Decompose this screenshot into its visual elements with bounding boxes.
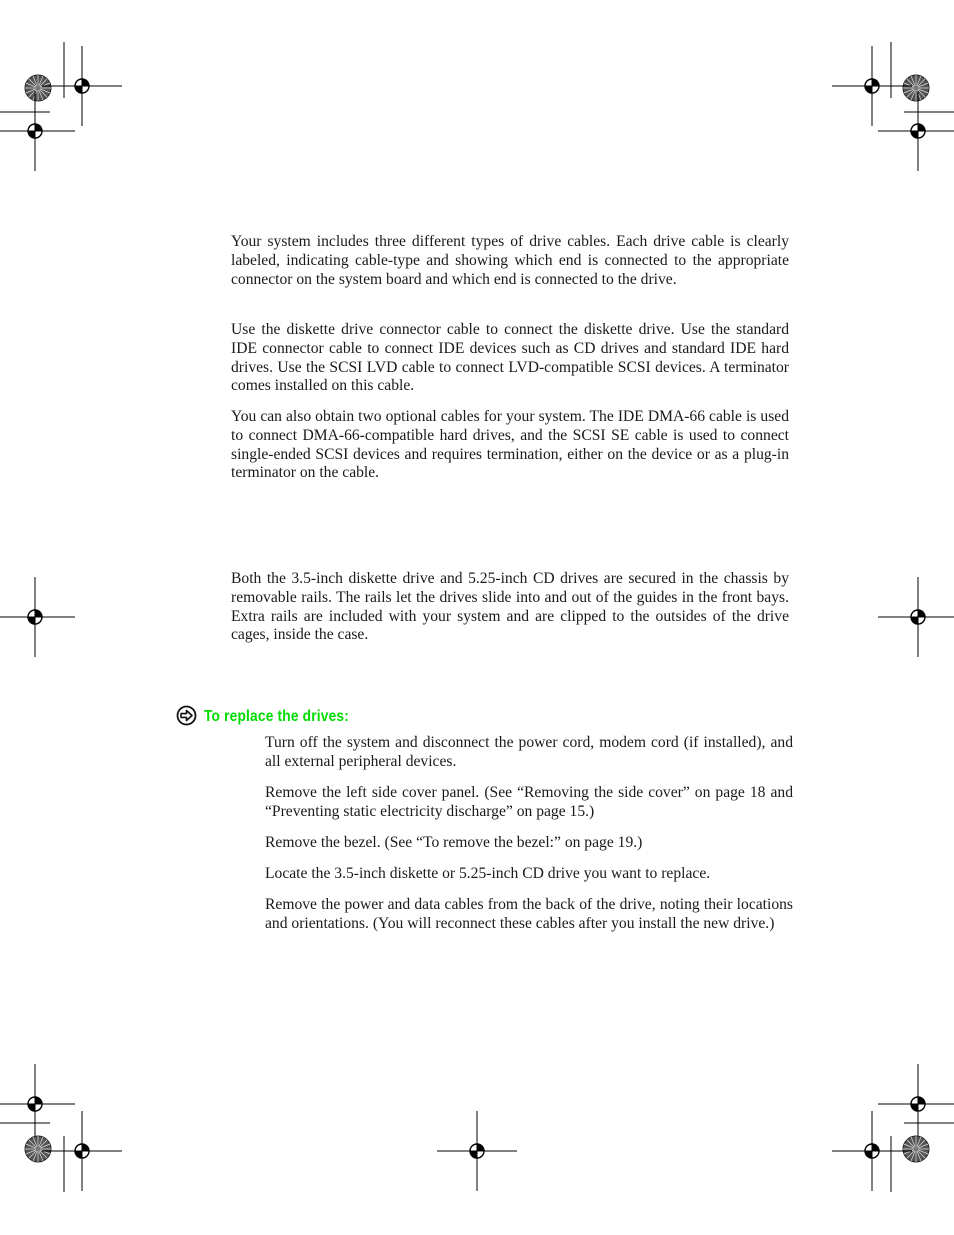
color-starburst-icon <box>903 1136 929 1162</box>
registration-target-icon <box>878 91 954 171</box>
registration-target-icon <box>437 1111 517 1191</box>
registration-target-icon <box>0 1064 75 1144</box>
color-starburst-icon <box>25 75 51 101</box>
color-starburst-icon <box>25 1136 51 1162</box>
procedure-step: Remove the left side cover panel. (See “Removing the side cover” on page 18 and “Preventing static electricity discharge” on page 15.) <box>265 784 793 820</box>
procedure-step: Turn off the system and disconnect the power cord, modem cord (if installed), and all external peripheral devices. <box>265 734 793 770</box>
procedure-step: Remove the power and data cables from the back of the drive, noting their locations and orientations. (You will reconnect these cables after you install the new drive.) <box>265 896 793 932</box>
paragraph-drive-cables: Your system includes three different types of drive cables. Each drive cable is clearly labeled, indicating cable-type and showing which end is connected to the appropriate connector on the system board and which end is connected to the drive. <box>231 233 789 288</box>
color-starburst-icon <box>903 75 929 101</box>
registration-target-icon <box>878 577 954 657</box>
registration-target-icon <box>42 46 122 126</box>
procedure-step: Locate the 3.5-inch diskette or 5.25-inch CD drive you want to replace. <box>265 865 711 882</box>
registration-target-icon <box>0 577 75 657</box>
paragraph-cable-usage: Use the diskette drive connector cable to connect the diskette drive. Use the standard IDE connector cable to connect IDE devices such as CD drives and standard IDE hard drives. Use the SCSI LVD cable to connect LVD-compatible SCSI devices. A terminator comes installed on this cable. <box>231 321 789 395</box>
registration-target-icon <box>832 46 912 126</box>
procedure-heading-text: To replace the drives: <box>204 708 350 725</box>
registration-target-icon <box>0 91 75 171</box>
paragraph-optional-cables: You can also obtain two optional cables for your system. The IDE DMA-66 cable is used to connect DMA-66-compatible hard drives, and the SCSI SE cable is used to connect single-ended SCSI devices and requires termination, either on the device or as a plug-in terminator on the cable. <box>231 408 789 482</box>
registration-target-icon <box>878 1064 954 1144</box>
registration-target-icon <box>832 1111 912 1191</box>
procedure-step: Remove the bezel. (See “To remove the bezel:” on page 19.) <box>265 834 643 851</box>
paragraph-drive-rails: Both the 3.5-inch diskette drive and 5.25-inch CD drives are secured in the chassis by removable rails. The rails let the drives slide into and out of the guides in the front bays. Extra rails are included with your system and are clipped to the outsides of the drive cages, inside the case. <box>231 570 789 644</box>
registration-target-icon <box>42 1111 122 1191</box>
